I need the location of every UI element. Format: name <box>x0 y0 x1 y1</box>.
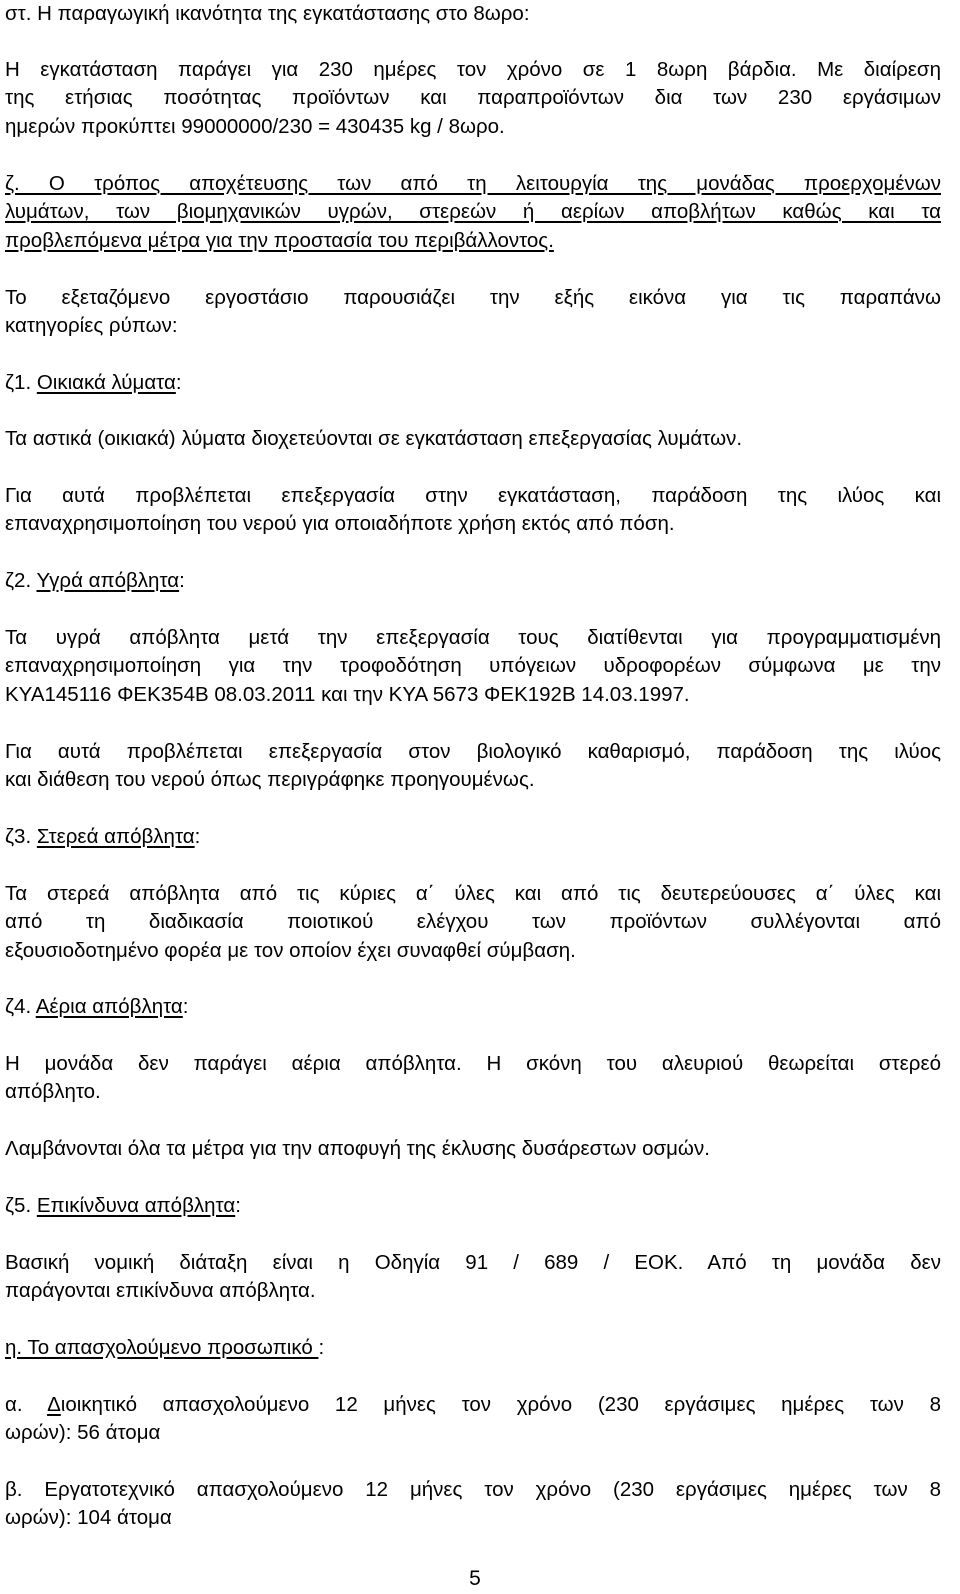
z5-para-1-line-1: Βασική νομική διάταξη είναι η Οδηγία 91 / 689 / ΕΟΚ. Από τη μονάδα δεν <box>5 1251 941 1274</box>
section-st-para-line-2: της ετήσιας ποσότητας προϊόντων και παραπροϊόντων δια των 230 εργάσιμων <box>5 86 941 109</box>
section-z-heading-line-3-text: προβλεπόμενα μέτρα για την προστασία του περιβάλλοντος. <box>5 229 554 252</box>
z3-suffix: : <box>194 825 201 848</box>
section-st-para-line-1: Η εγκατάσταση παράγει για 230 ημέρες τον χρόνο σε 1 8ωρη βάρδια. Με διαίρεση <box>5 58 941 81</box>
section-z-heading-line-1: ζ. Ο τρόπος αποχέτευσης των από τη λειτουργία της μονάδας προερχομένων <box>5 172 941 195</box>
z5-suffix: : <box>235 1194 241 1217</box>
z3-para-1-line-2: από τη διαδικασία ποιοτικού ελέγχου των προϊόντων συλλέγονται από <box>5 910 941 933</box>
z3-heading <box>5 825 941 849</box>
page-number: 5 <box>469 1567 481 1590</box>
eta-a-line-1-rest: ιοικητικό απασχολούμενο 12 μήνες τον χρόνο (230 εργάσιμες ημέρες των 8 <box>60 1393 941 1416</box>
eta-a-first-letter: Δ <box>47 1393 61 1416</box>
section-z-intro-line-1: Το εξεταζόμενο εργοστάσιο παρουσιάζει την εξής εικόνα για τις παραπάνω <box>5 286 941 309</box>
z1-title: Οικιακά λύματα <box>36 371 176 394</box>
z4-para-1-line-2: απόβλητο. <box>5 1080 101 1103</box>
z5-para-1-line-2: παράγονται επικίνδυνα απόβλητα. <box>5 1279 316 1302</box>
eta-a-prefix: α. <box>5 1393 48 1416</box>
eta-heading <box>5 1336 941 1360</box>
z1-prefix: ζ1. <box>5 371 37 394</box>
section-st-heading: στ. Η παραγωγική ικανότητα της εγκατάστασης στο 8ωρο: <box>5 2 530 25</box>
z4-title: Αέρια απόβλητα <box>35 995 183 1018</box>
z2-para-2-line-1: Για αυτά προβλέπεται επεξεργασία στον βιολογικό καθαρισμό, παράδοση της ιλύος <box>5 740 941 763</box>
z2-para-1-line-1: Τα υγρά απόβλητα μετά την επεξεργασία τους διατίθενται για προγραμματισμένη <box>5 626 941 649</box>
z4-heading <box>5 995 941 1019</box>
eta-title: η. Το απασχολούμενο προσωπικό <box>5 1336 319 1359</box>
z4-para-2: Λαμβάνονται όλα τα μέτρα για την αποφυγή της έκλυσης δυσάρεστων οσμών. <box>5 1137 710 1160</box>
eta-a-line-1 <box>5 1393 941 1417</box>
z2-para-2-line-2: και διάθεση του νερού όπως περιγράφηκε προηγουμένως. <box>5 768 535 791</box>
eta-b-line-1: β. Εργατοτεχνικό απασχολούμενο 12 μήνες τον χρόνο (230 εργάσιμες ημέρες των 8 <box>5 1478 941 1501</box>
z2-suffix: : <box>179 569 185 592</box>
z1-suffix: : <box>175 371 182 394</box>
z5-prefix: ζ5. <box>5 1194 37 1217</box>
z3-para-1-line-3: εξουσιοδοτημένο φορέα με τον οποίον έχει συναφθεί σύμβαση. <box>5 939 576 962</box>
section-st-para-line-3: ημερών προκύπτει 99000000/230 = 430435 kg / 8ωρο. <box>5 115 505 138</box>
z3-para-1-line-1: Τα στερεά απόβλητα από τις κύριες α΄ ύλες και από τις δευτερεύουσες α΄ ύλες και <box>5 882 941 905</box>
z1-para-2-line-2: επαναχρησιμοποίηση του νερού για οποιαδήποτε χρήση εκτός από πόση. <box>5 512 675 535</box>
eta-b-line-2: ωρών): 104 άτομα <box>5 1506 172 1529</box>
z4-prefix: ζ4. <box>5 995 36 1018</box>
z1-para-1: Τα αστικά (οικιακά) λύματα διοχετεύονται σε εγκατάσταση επεξεργασίας λυμάτων. <box>5 427 743 450</box>
z4-para-1-line-1: Η μονάδα δεν παράγει αέρια απόβλητα. Η σκόνη του αλευριού θεωρείται στερεό <box>5 1052 941 1075</box>
z1-heading <box>5 371 941 395</box>
z2-para-1-line-3: ΚΥΑ145116 ΦΕΚ354Β 08.03.2011 και την ΚΥΑ 5673 ΦΕΚ192Β 14.03.1997. <box>5 683 690 706</box>
z2-para-1-line-2: επαναχρησιμοποίηση για την τροφοδότηση υπόγειων υδροφορέων σύμφωνα με την <box>5 654 941 677</box>
z4-suffix: : <box>182 995 189 1018</box>
z5-title: Επικίνδυνα απόβλητα <box>36 1194 236 1217</box>
eta-suffix: : <box>318 1336 325 1359</box>
z2-title: Υγρά απόβλητα <box>36 569 180 592</box>
z2-prefix: ζ2. <box>5 569 37 592</box>
section-z-intro-line-2: κατηγορίες ρύπων: <box>5 314 178 337</box>
section-z-heading-line-2: λυμάτων, των βιομηχανικών υγρών, στερεών ή αερίων αποβλήτων καθώς και τα <box>5 200 941 223</box>
section-z-heading-line-3 <box>5 229 941 253</box>
z5-heading <box>5 1194 941 1218</box>
eta-a-line-2: ωρών): 56 άτομα <box>5 1421 161 1444</box>
z1-para-2-line-1: Για αυτά προβλέπεται επεξεργασία στην εγκατάσταση, παράδοση της ιλύος και <box>5 484 941 507</box>
z3-prefix: ζ3. <box>5 825 37 848</box>
z3-title: Στερεά απόβλητα <box>36 825 195 848</box>
z2-heading <box>5 569 941 593</box>
